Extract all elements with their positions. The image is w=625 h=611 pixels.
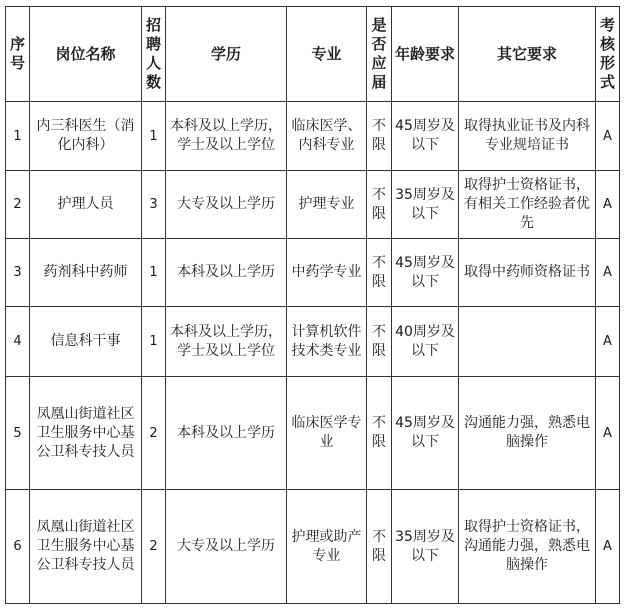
table-row bbox=[6, 377, 620, 490]
cell-exam: A bbox=[596, 377, 620, 490]
cell-other: 取得护士资格证书，有相关工作经验者优先 bbox=[459, 171, 596, 239]
header-other: 其它要求 bbox=[459, 7, 596, 102]
cell-fresh: 不限 bbox=[367, 377, 392, 490]
cell-age: 45周岁及以下 bbox=[392, 102, 459, 171]
cell-position: 信息科干事 bbox=[30, 307, 142, 377]
cell-age: 35周岁及以下 bbox=[392, 490, 459, 604]
cell-count: 3 bbox=[142, 171, 166, 239]
cell-fresh: 不限 bbox=[367, 307, 392, 377]
cell-major: 临床医学、内科专业 bbox=[287, 102, 367, 171]
cell-count: 1 bbox=[142, 307, 166, 377]
cell-count: 2 bbox=[142, 377, 166, 490]
header-major: 专业 bbox=[287, 7, 367, 102]
header-age: 年龄要求 bbox=[392, 7, 459, 102]
cell-education: 大专及以上学历 bbox=[166, 490, 287, 604]
cell-fresh: 不限 bbox=[367, 171, 392, 239]
cell-other bbox=[459, 307, 596, 377]
cell-fresh: 不限 bbox=[367, 490, 392, 604]
cell-no: 4 bbox=[6, 307, 30, 377]
header-position: 岗位名称 bbox=[30, 7, 142, 102]
table-row bbox=[6, 239, 620, 307]
cell-count: 2 bbox=[142, 490, 166, 604]
cell-position: 护理人员 bbox=[30, 171, 142, 239]
header-education: 学历 bbox=[166, 7, 287, 102]
cell-age: 45周岁及以下 bbox=[392, 239, 459, 307]
cell-fresh: 不限 bbox=[367, 239, 392, 307]
cell-fresh: 不限 bbox=[367, 102, 392, 171]
cell-education: 大专及以上学历 bbox=[166, 171, 287, 239]
cell-other: 取得执业证书及内科专业规培证书 bbox=[459, 102, 596, 171]
recruitment-table bbox=[5, 6, 620, 604]
cell-exam: A bbox=[596, 307, 620, 377]
cell-major: 临床医学专业 bbox=[287, 377, 367, 490]
table-row bbox=[6, 171, 620, 239]
cell-exam: A bbox=[596, 102, 620, 171]
cell-exam: A bbox=[596, 171, 620, 239]
table-row bbox=[6, 102, 620, 171]
cell-position: 药剂科中药师 bbox=[30, 239, 142, 307]
cell-age: 45周岁及以下 bbox=[392, 377, 459, 490]
cell-no: 6 bbox=[6, 490, 30, 604]
cell-age: 35周岁及以下 bbox=[392, 171, 459, 239]
cell-major: 计算机软件技术类专业 bbox=[287, 307, 367, 377]
cell-count: 1 bbox=[142, 102, 166, 171]
cell-position: 凤凰山街道社区卫生服务中心基公卫科专技人员 bbox=[30, 377, 142, 490]
table-row bbox=[6, 490, 620, 604]
header-count: 招聘人数 bbox=[142, 7, 166, 102]
cell-no: 2 bbox=[6, 171, 30, 239]
cell-other: 取得中药师资格证书 bbox=[459, 239, 596, 307]
cell-position: 内三科医生（消化内科） bbox=[30, 102, 142, 171]
cell-age: 40周岁及以下 bbox=[392, 307, 459, 377]
cell-exam: A bbox=[596, 239, 620, 307]
cell-education: 本科及以上学历 bbox=[166, 377, 287, 490]
cell-major: 护理或助产专业 bbox=[287, 490, 367, 604]
cell-exam: A bbox=[596, 490, 620, 604]
table-row bbox=[6, 307, 620, 377]
cell-no: 3 bbox=[6, 239, 30, 307]
header-row bbox=[6, 7, 620, 102]
cell-major: 中药学专业 bbox=[287, 239, 367, 307]
cell-count: 1 bbox=[142, 239, 166, 307]
cell-no: 1 bbox=[6, 102, 30, 171]
cell-education: 本科及以上学历 bbox=[166, 239, 287, 307]
cell-position: 凤凰山街道社区卫生服务中心基公卫科专技人员 bbox=[30, 490, 142, 604]
cell-education: 本科及以上学历，学士及以上学位 bbox=[166, 307, 287, 377]
cell-no: 5 bbox=[6, 377, 30, 490]
cell-other: 取得护士资格证书，沟通能力强，熟悉电脑操作 bbox=[459, 490, 596, 604]
cell-education: 本科及以上学历，学士及以上学位 bbox=[166, 102, 287, 171]
header-no: 序号 bbox=[6, 7, 30, 102]
cell-other: 沟通能力强，熟悉电脑操作 bbox=[459, 377, 596, 490]
cell-major: 护理专业 bbox=[287, 171, 367, 239]
header-exam: 考核形式 bbox=[596, 7, 620, 102]
header-fresh: 是否应届 bbox=[367, 7, 392, 102]
